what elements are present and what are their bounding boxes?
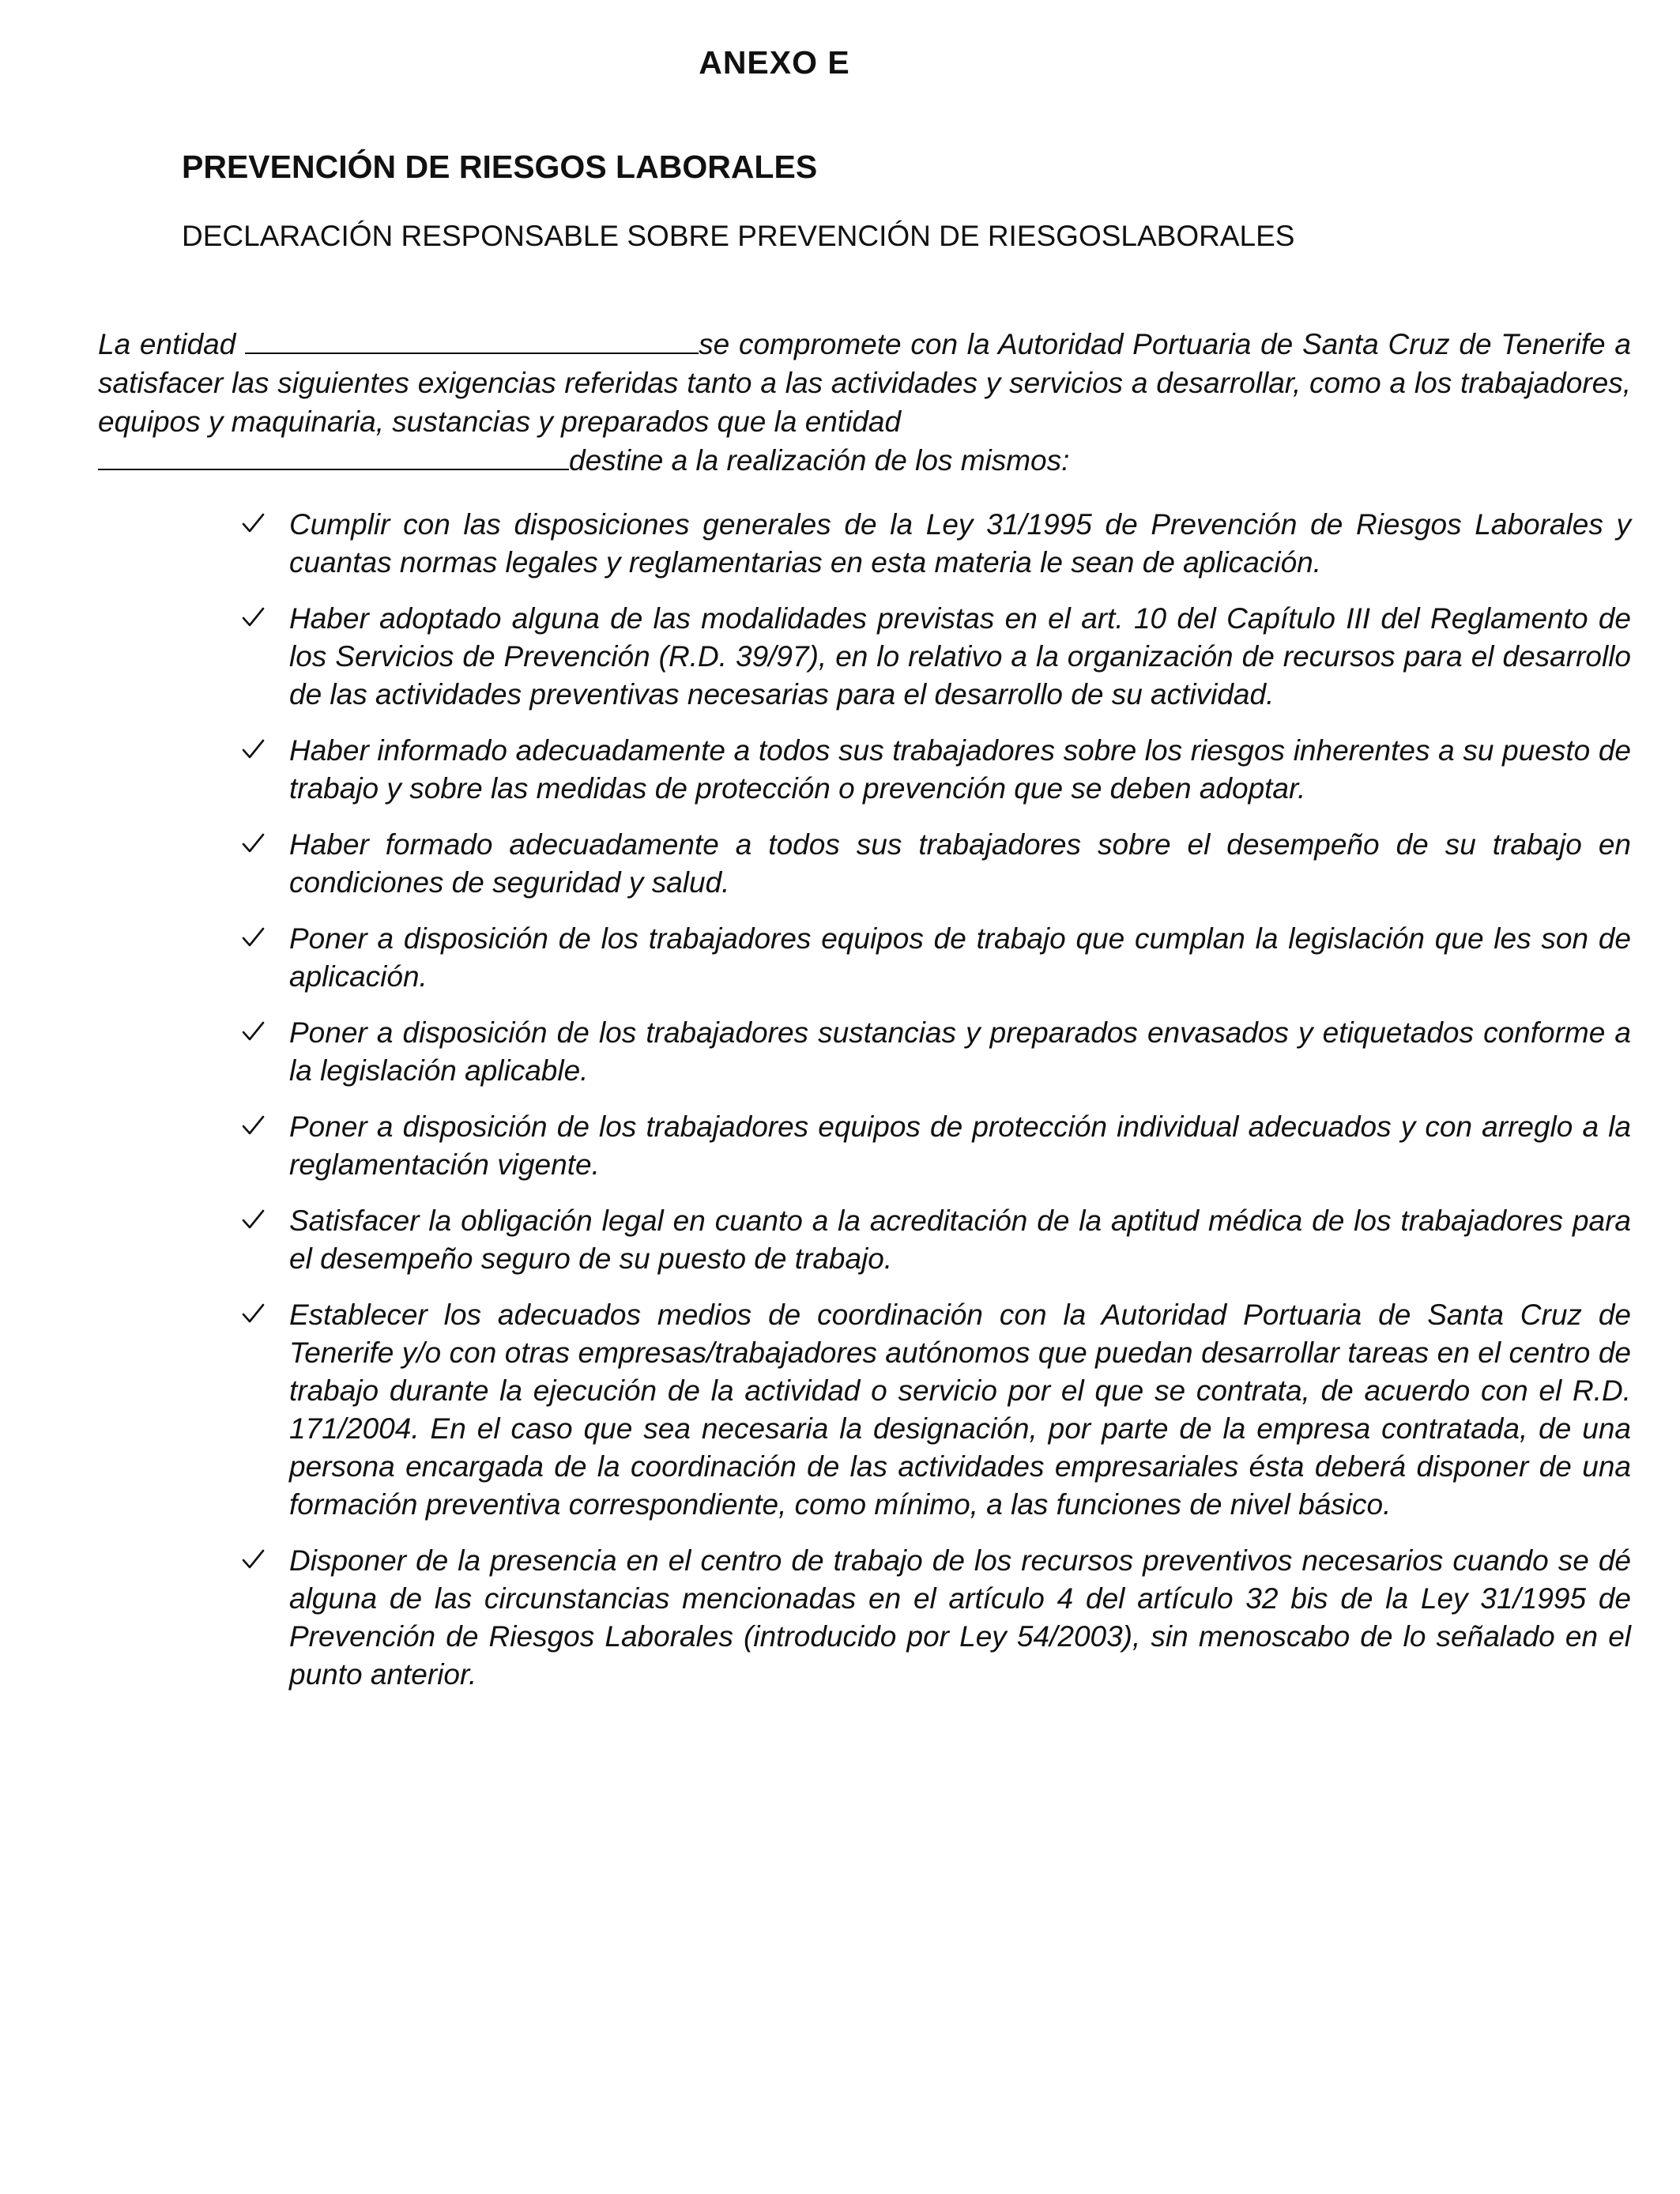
declaration-subtitle: DECLARACIÓN RESPONSABLE SOBRE PREVENCIÓN DE RIESGOSLABORALES: [182, 220, 1295, 252]
check-mark-icon: [240, 601, 266, 627]
section-title: PREVENCIÓN DE RIESGOS LABORALES: [182, 149, 818, 185]
check-mark-icon: [240, 1298, 266, 1323]
intro-text-start: La entidad: [98, 328, 246, 360]
intro-text-middle: se compromete con la Autoridad Portuaria de Santa Cruz de Tenerife a satisfacer las siguientes exigencias referidas tanto a las actividades y servicios a desarrollar, como a los trabajadores, equipos y maquinaria, sustancias y preparados que la entidad: [98, 328, 1631, 438]
commitment-text: Poner a disposición de los trabajadores equipos de trabajo que cumplan la legislación que les son de aplicación.: [289, 922, 1631, 993]
commitment-text: Poner a disposición de los trabajadores equipos de protección individual adecuados y con arreglo a la reglamentación vigente.: [289, 1110, 1631, 1181]
commitment-item: [0, 920, 1631, 996]
commitment-item: [0, 1108, 1631, 1184]
check-mark-icon: [240, 1110, 266, 1135]
commitment-text: Establecer los adecuados medios de coordinación con la Autoridad Portuaria de Santa Cruz de Tenerife y/o con otras empresas/trabajadores autónomos que puedan desarrollar tareas en el centro de trabajo durante la ejecución de la actividad o servicio por el que se contrata, de acuerdo con el R.D. 171/2004. En el caso que sea necesaria la designación, por parte de la empresa contratada, de una persona encargada de la coordinación de las actividades empresariales ésta deberá disponer de una formación preventiva correspondiente, como mínimo, a las funciones de nivel básico.: [289, 1299, 1631, 1521]
intro-paragraph: [98, 325, 1631, 480]
check-mark-icon: [240, 1544, 266, 1569]
commitment-item: [0, 600, 1631, 714]
commitment-text: Poner a disposición de los trabajadores sustancias y preparados envasados y etiquetados conforme a la legislación aplicable.: [289, 1016, 1631, 1087]
commitment-list: [0, 506, 1680, 1712]
commitment-text: Haber formado adecuadamente a todos sus trabajadores sobre el desempeño de su trabajo en condiciones de seguridad y salud.: [289, 828, 1631, 899]
check-mark-icon: [240, 733, 266, 759]
commitment-item: [0, 1542, 1631, 1694]
commitment-item: [0, 1296, 1631, 1524]
commitment-text: Haber adoptado alguna de las modalidades previstas en el art. 10 del Capítulo III del Reglamento de los Servicios de Prevención (R.D. 39/97), en lo relativo a la organización de recursos para el desarrollo de las actividades preventivas necesarias para el desarrollo de su actividad.: [289, 602, 1631, 711]
commitment-item: [0, 1014, 1631, 1090]
commitment-text: Disponer de la presencia en el centro de trabajo de los recursos preventivos necesarios cuando se dé alguna de las circunstancias mencionadas en el artículo 4 del artículo 32 bis de la Ley 31/1995 de Prevención de Riesgos Laborales (introducido por Ley 54/2003), sin menoscabo de lo señalado en el punto anterior.: [289, 1544, 1631, 1691]
intro-text-end: destine a la realización de los mismos:: [569, 444, 1070, 477]
commitment-text: Haber informado adecuadamente a todos sus trabajadores sobre los riesgos inherentes a su puesto de trabajo y sobre las medidas de protección o prevención que se deben adoptar.: [289, 734, 1631, 805]
check-mark-icon: [240, 922, 266, 947]
check-mark-icon: [240, 827, 266, 853]
commitment-item: [0, 506, 1631, 582]
commitment-item: [0, 826, 1631, 902]
commitment-item: [0, 1202, 1631, 1278]
commitment-text: Cumplir con las disposiciones generales de la Ley 31/1995 de Prevención de Riesgos Laborales y cuantas normas legales y reglamentarias en esta materia le sean de aplicación.: [289, 508, 1631, 579]
check-mark-icon: [240, 507, 266, 533]
entity-name-blank-2: [98, 442, 569, 470]
annex-title: ANEXO E: [699, 44, 850, 81]
commitment-text: Satisfacer la obligación legal en cuanto a la acreditación de la aptitud médica de los trabajadores para el desempeño seguro de su puesto de trabajo.: [289, 1204, 1631, 1275]
check-mark-icon: [240, 1204, 266, 1229]
check-mark-icon: [240, 1016, 266, 1041]
entity-name-blank: [245, 326, 699, 354]
commitment-item: [0, 732, 1631, 808]
